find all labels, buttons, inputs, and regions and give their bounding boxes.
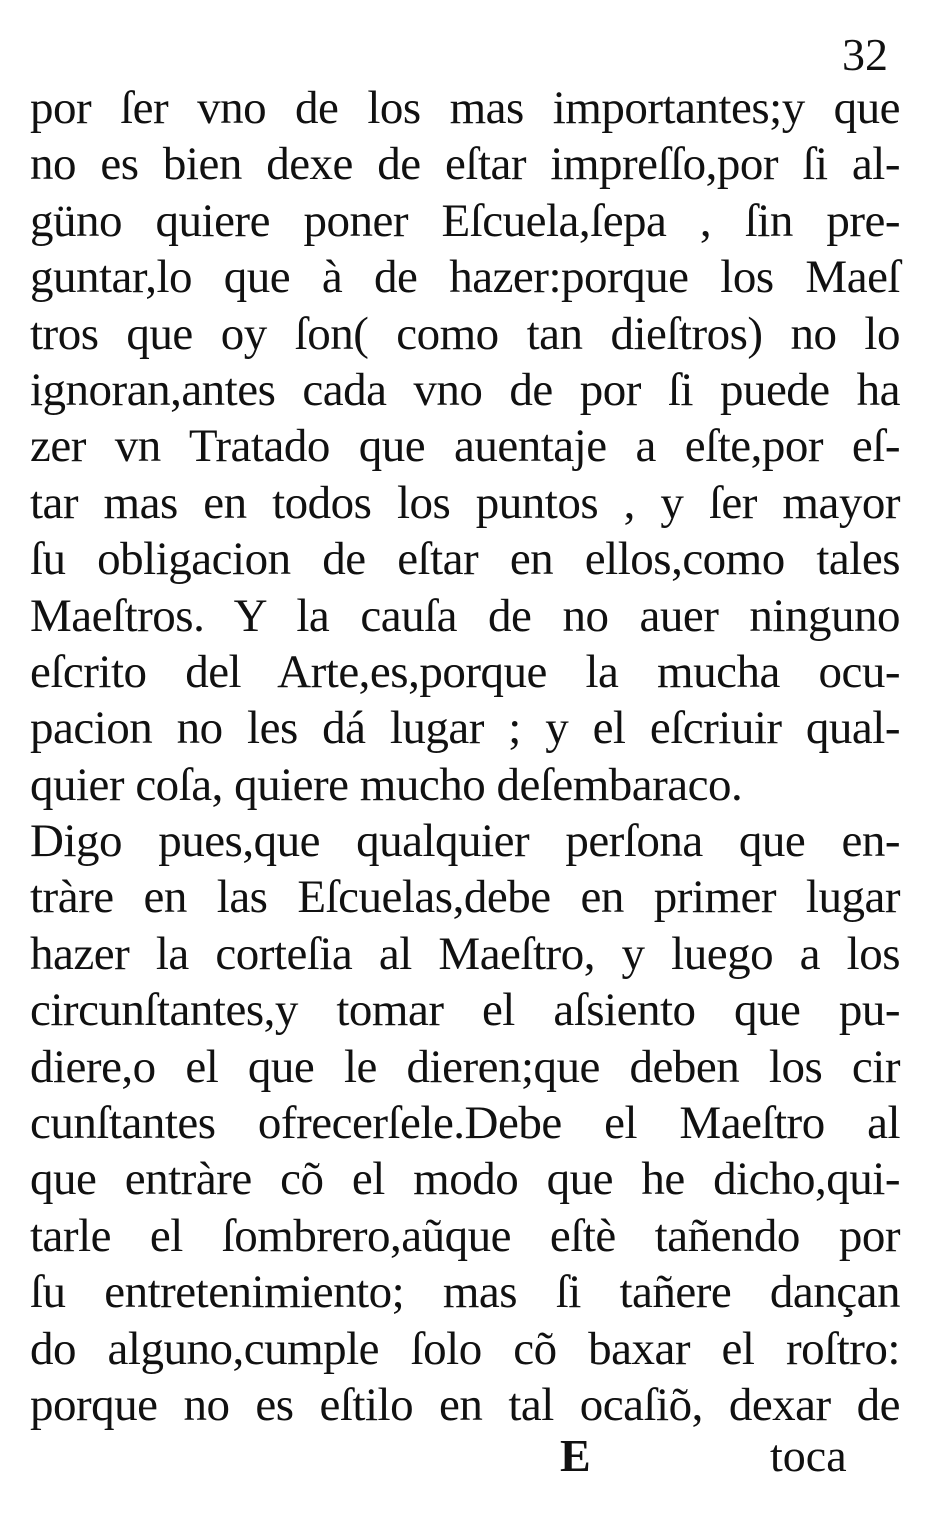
text-line: ignoran,antes cada vno de por ſi puede ha: [30, 363, 900, 416]
text-line: guntar,lo que à de hazer:porque los Maeſ: [30, 251, 900, 304]
text-line: eſcrito del Arte,es,porque la mucha ocu-: [30, 645, 900, 698]
catchword: toca: [770, 1430, 847, 1481]
text-line: ſu obligacion de eſtar en ellos,como tales: [30, 533, 900, 586]
signature-mark: E: [560, 1430, 591, 1481]
text-line: circunſtantes,y tomar el aſsiento que pu-: [30, 984, 900, 1037]
text-line: ſu entretenimiento; mas ſi tañere dançan: [30, 1266, 900, 1319]
text-line: cunſtantes ofrecerſele.Debe el Maeſtro al: [30, 1097, 900, 1150]
text-line: Digo pues,que qualquier perſona que en-: [30, 815, 900, 868]
text-line: quier coſa, quiere mucho deſembaraco.: [30, 758, 743, 811]
text-line: que entràre cõ el modo que he dicho,qui-: [30, 1153, 900, 1206]
text-line: tros que oy ſon( como tan dieſtros) no lo: [30, 307, 900, 360]
text-line: por ſer vno de los mas importantes;y que: [30, 82, 900, 134]
text-line: hazer la corteſia al Maeſtro, y luego a los: [30, 927, 900, 980]
text-line: pacion no les dá lugar ; y el eſcriuir qual-: [30, 702, 900, 755]
text-line: do alguno,cumple ſolo cõ baxar el roſtro:: [30, 1322, 900, 1375]
body-text: [30, 80, 900, 1433]
text-line: zer vn Tratado que auentaje a eſte,por eſ-: [30, 420, 900, 473]
text-line: Maeſtros. Y la cauſa de no auer ninguno: [30, 589, 900, 642]
text-line: porque no es eſtilo en tal ocaſiõ, dexar de: [30, 1378, 900, 1431]
text-line: tarle el ſombrero,aũque eſtè tañendo por: [30, 1209, 900, 1262]
text-line: tar mas en todos los puntos , y ſer mayor: [30, 476, 900, 529]
text-line: tràre en las Eſcuelas,debe en primer lugar: [30, 871, 900, 924]
page-number: 32: [842, 29, 888, 80]
text-line: diere,o el que le dieren;que deben los cir: [30, 1040, 900, 1093]
text-line: no es bien dexe de eſtar impreſſo,por ſi al-: [30, 138, 900, 191]
text-line: güno quiere poner Eſcuela,ſepa , ſin pre-: [30, 194, 900, 247]
